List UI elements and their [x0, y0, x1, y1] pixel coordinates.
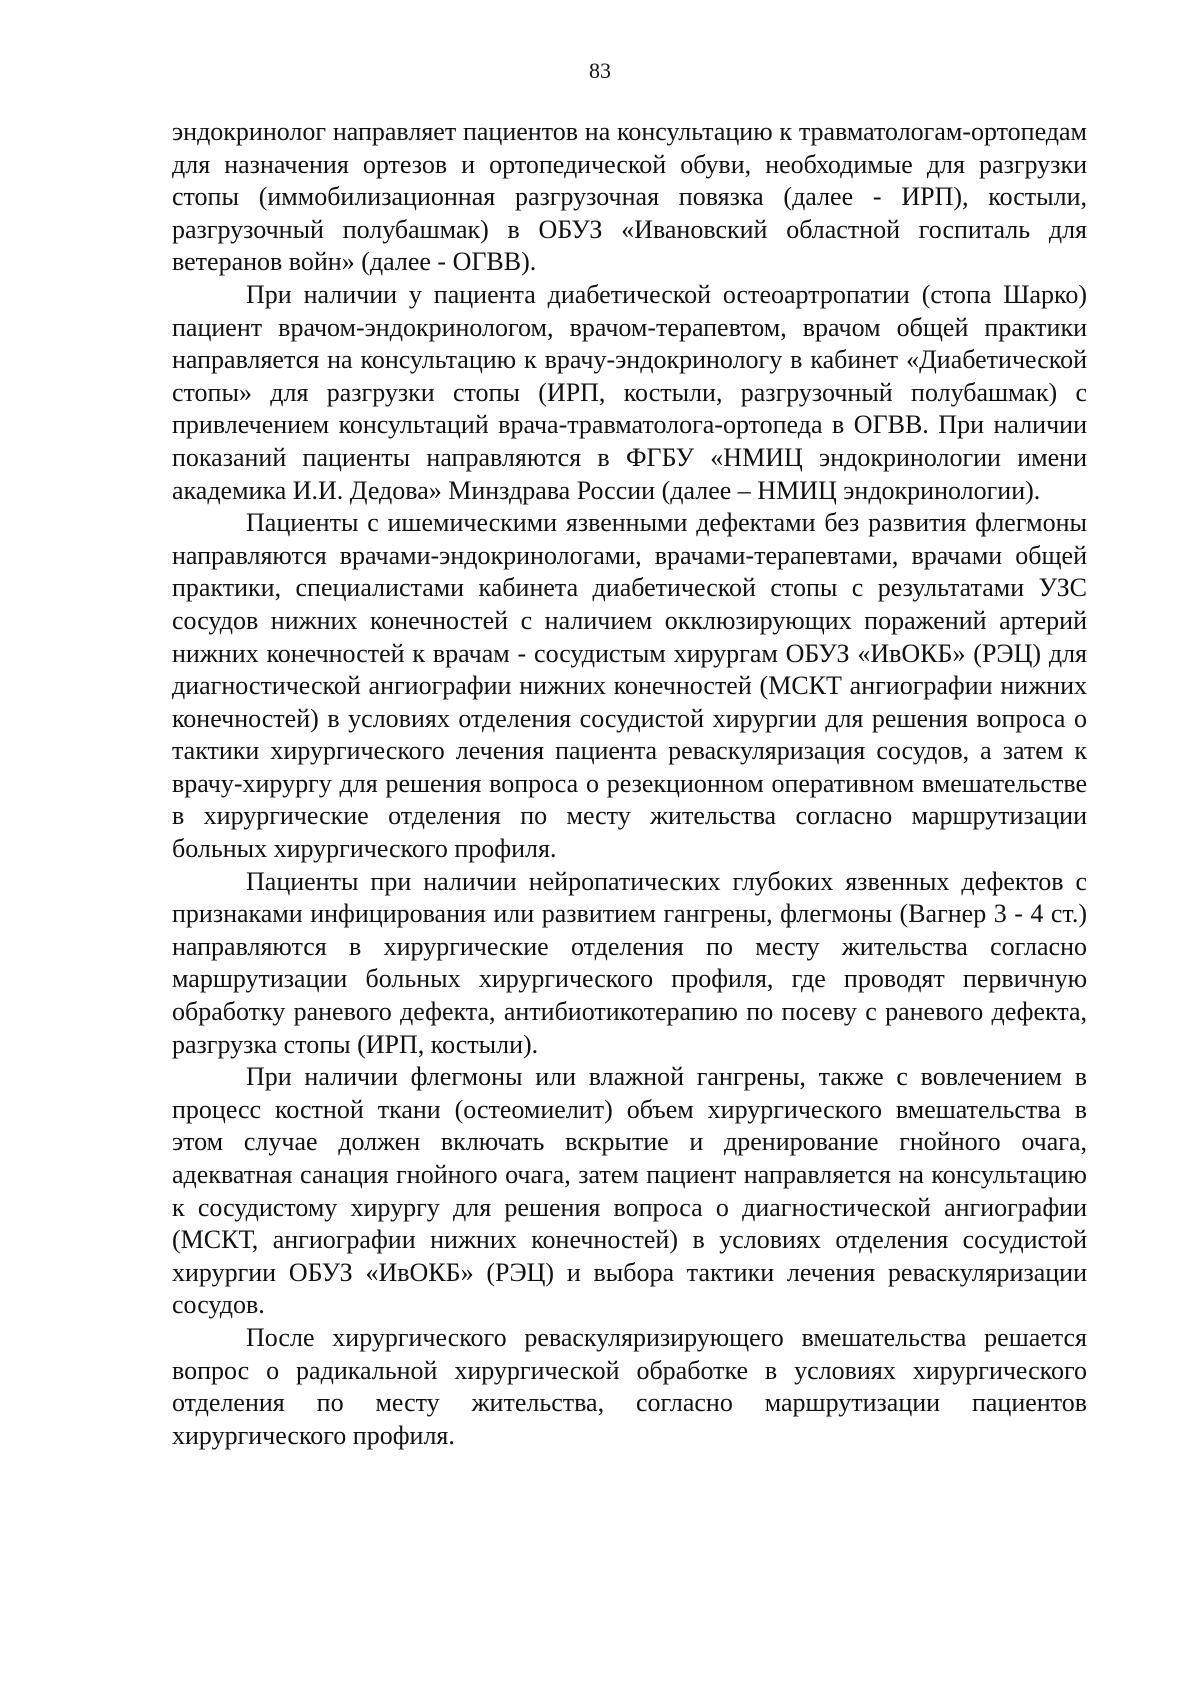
page-number: 83 [589, 58, 611, 83]
paragraph-after-revascularization: После хирургического реваскуляризирующего вмешательства решается вопрос о радикальной хирургической обработке в условиях хирургического отделения по месту жительства, согласно маршрутизации пациентов хирургического профиля. [172, 1322, 1087, 1450]
document-body [172, 116, 1087, 1452]
paragraph-ischemic-ulcers: Пациенты с ишемическими язвенными дефектами без развития флегмоны направляются врачами-эндокринологами, врачами-терапевтами, врачами общей практики, специалистами кабинета диабетической стопы с результатами УЗС сосудов нижних конечностей с наличием окклюзирующих поражений артерий нижних конечностей к врачам - сосудистым хирургам ОБУЗ «ИвОКБ» (РЭЦ) для диагностической ангиографии нижних конечностей (МСКТ ангиографии нижних конечностей) в условиях отделения сосудистой хирургии для решения вопроса о тактики хирургического лечения пациента реваскуляризация сосудов, а затем к врачу-хирургу для решения вопроса о резекционном оперативном вмешательстве в хирургические отделения по месту жительства согласно маршрутизации больных хирургического профиля. [172, 508, 1087, 864]
paragraph-charcot-foot: При наличии у пациента диабетической остеоартропатии (стопа Шарко) пациент врачом-эндокринологом, врачом-терапевтом, врачом общей практики направляется на консультацию к врачу-эндокринологу в кабинет «Диабетической стопы» для разгрузки стопы (ИРП, костыли, разгрузочный полубашмак) с привлечением консультаций врача-травматолога-ортопеда в ОГВВ. При наличии показаний пациенты направляются в ФГБУ «НМИЦ эндокринологии имени академика И.И. Дедова» Минздрава России (далее – НМИЦ эндокринологии). [172, 279, 1087, 505]
paragraph-continuation: эндокринолог направляет пациентов на консультацию к травматологам-ортопедам для назначения ортезов и ортопедической обуви, необходимые для разгрузки стопы (иммобилизационная разгрузочная повязка (далее - ИРП), костыли, разгрузочный полубашмак) в ОБУЗ «Ивановский областной госпиталь для ветеранов войн» (далее - ОГВВ). [172, 117, 1087, 277]
paragraph-neuropathic-ulcers: Пациенты при наличии нейропатических глубоких язвенных дефектов с признаками инфицирования или развитием гангрены, флегмоны (Вагнер 3 - 4 ст.) направляются в хирургические отделения по месту жительства согласно маршрутизации больных хирургического профиля, где проводят первичную обработку раневого дефекта, антибиотикотерапию по посеву с раневого дефекта, разгрузка стопы (ИРП, костыли). [172, 866, 1087, 1059]
paragraph-phlegmon-gangrene: При наличии флегмоны или влажной гангрены, также с вовлечением в процесс костной ткани (остеомиелит) объем хирургического вмешательства в этом случае должен включать вскрытие и дренирование гнойного очага, адекватная санация гнойного очага, затем пациент направляется на консультацию к сосудистому хирургу для решения вопроса о диагностической ангиографии (МСКТ, ангиографии нижних конечностей) в условиях отделения сосудистой хирургии ОБУЗ «ИвОКБ» (РЭЦ) и выбора тактики лечения реваскуляризации сосудов. [172, 1062, 1087, 1320]
